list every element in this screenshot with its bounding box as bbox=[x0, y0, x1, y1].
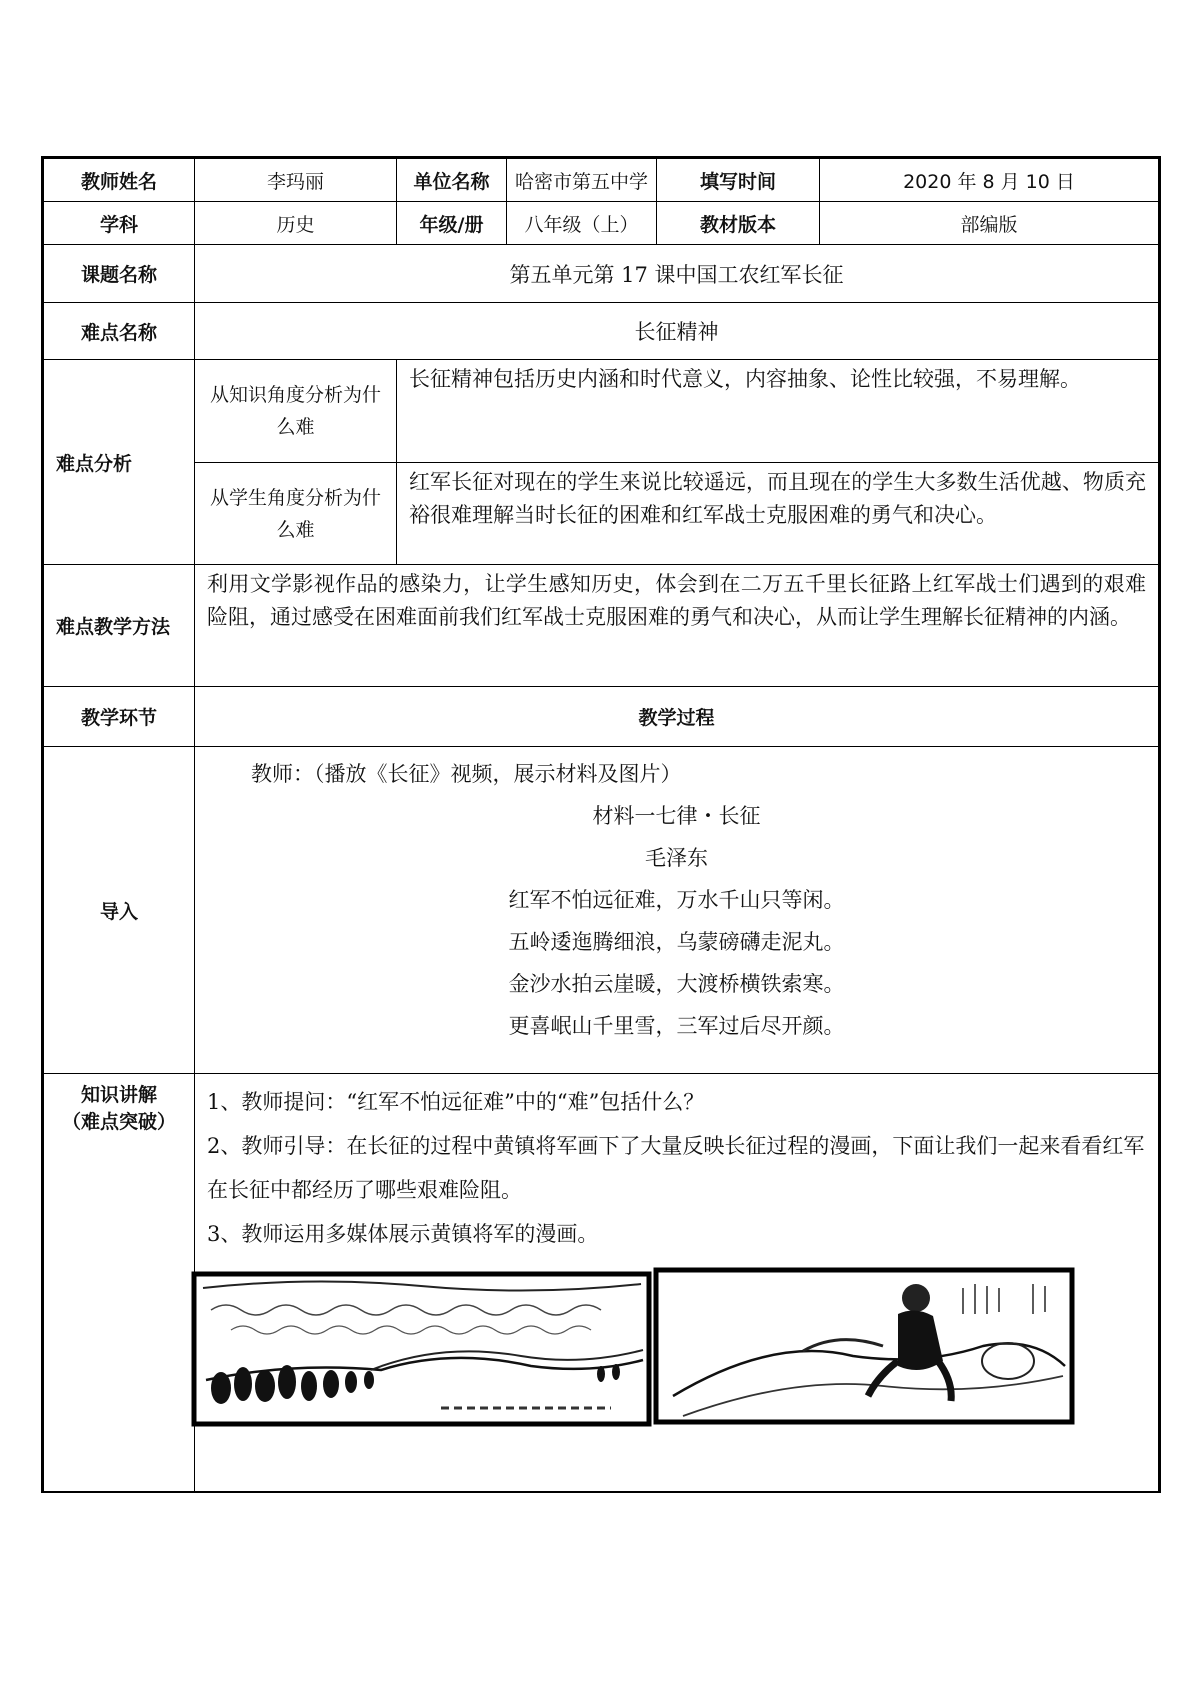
intro-label: 导入 bbox=[43, 747, 195, 1074]
poem-title: 材料一七律・长征 bbox=[592, 804, 761, 828]
knowledge-item: 1、教师提问：“红军不怕远征难”中的“难”包括什么？ bbox=[207, 1090, 705, 1114]
analysis-label: 难点分析 bbox=[43, 360, 195, 565]
teacher-name-label: 教师姓名 bbox=[43, 158, 195, 202]
long-march-landscape-sketch bbox=[191, 1270, 653, 1430]
soldier-sketch bbox=[653, 1266, 1075, 1428]
student-angle-analysis: 红军长征对现在的学生来说比较遥远，而且现在的学生大多数生活优越、物质充裕很难理解当时长征的困难和红军战士克服困难的勇气和决心。 bbox=[397, 463, 1160, 565]
method-label: 难点教学方法 bbox=[43, 565, 195, 687]
topic-label: 课题名称 bbox=[43, 245, 195, 303]
knowledge-item: 3、教师运用多媒体展示黄镇将军的漫画。 bbox=[207, 1222, 599, 1246]
knowledge-angle-label bbox=[195, 360, 397, 463]
fill-date-label: 填写时间 bbox=[657, 158, 820, 202]
edition-label: 教材版本 bbox=[657, 202, 820, 245]
process-header: 教学过程 bbox=[195, 687, 1160, 747]
student-angle-text: 从学生角度分析为什么难 bbox=[209, 486, 381, 541]
poem-line: 五岭逶迤腾细浪，乌蒙磅礴走泥丸。 bbox=[508, 930, 845, 954]
poem-line: 红军不怕远征难，万水千山只等闲。 bbox=[508, 888, 845, 912]
knowledge-label bbox=[43, 1074, 195, 1492]
subject: 历史 bbox=[195, 202, 397, 245]
poem-line: 更喜岷山千里雪，三军过后尽开颜。 bbox=[508, 1014, 845, 1038]
knowledge-content bbox=[195, 1074, 1160, 1492]
unit-name-label: 单位名称 bbox=[397, 158, 507, 202]
method-text: 利用文学影视作品的感染力，让学生感知历史，体会到在二万五千里长征路上红军战士们遇到的艰难险阻，通过感受在困难面前我们红军战士克服困难的勇气和决心，从而让学生理解长征精神的内涵。 bbox=[195, 565, 1160, 687]
intro-content bbox=[195, 747, 1160, 1074]
knowledge-item: 2、教师引导：在长征的过程中黄镇将军画下了大量反映长征过程的漫画，下面让我们一起来看看红军在长征中都经历了哪些艰难险阻。 bbox=[207, 1134, 1145, 1202]
difficulty-value: 长征精神 bbox=[195, 303, 1160, 360]
stage-header: 教学环节 bbox=[43, 687, 195, 747]
topic-value: 第五单元第 17 课中国工农红军长征 bbox=[195, 245, 1160, 303]
poem-author: 毛泽东 bbox=[645, 846, 708, 870]
fill-date: 2020 年 8 月 10 日 bbox=[820, 158, 1160, 202]
difficulty-label: 难点名称 bbox=[43, 303, 195, 360]
teacher-name: 李玛丽 bbox=[195, 158, 397, 202]
student-angle-label bbox=[195, 463, 397, 565]
grade: 八年级（上） bbox=[507, 202, 657, 245]
unit-name: 哈密市第五中学 bbox=[507, 158, 657, 202]
grade-label: 年级/册 bbox=[397, 202, 507, 245]
knowledge-angle-text: 从知识角度分析为什么难 bbox=[209, 384, 381, 438]
poem-line: 金沙水拍云崖暖，大渡桥横铁索寒。 bbox=[508, 972, 845, 996]
knowledge-label-sub: （难点突破） bbox=[61, 1111, 176, 1133]
intro-lead: 教师：（播放《长征》视频，展示材料及图片） bbox=[251, 762, 682, 786]
edition: 部编版 bbox=[820, 202, 1160, 245]
knowledge-angle-analysis: 长征精神包括历史内涵和时代意义，内容抽象、论性比较强，不易理解。 bbox=[397, 360, 1160, 463]
subject-label: 学科 bbox=[43, 202, 195, 245]
lesson-plan-table bbox=[41, 156, 1161, 1493]
knowledge-label-main: 知识讲解 bbox=[80, 1084, 157, 1106]
